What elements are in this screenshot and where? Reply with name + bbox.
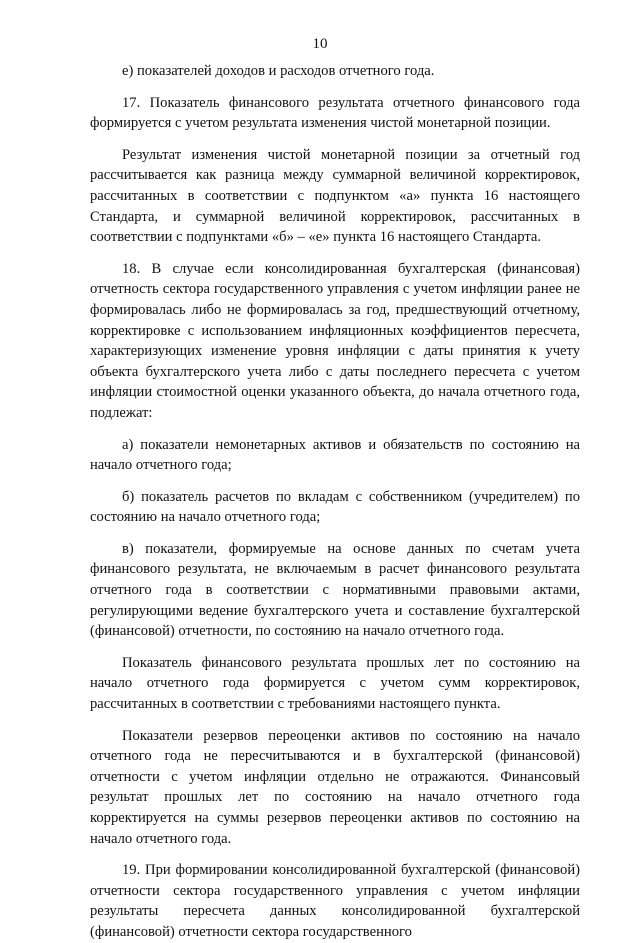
paragraph-net-monetary-position: Результат изменения чистой монетарной позиции за отчетный год рассчитывается как разница между суммарной величиной корректировок, рассчитанных в соответствии с подпунктом «а» пункта 16 настоящего Стандарта, и суммарной величиной корректировок, рассчитанных в соответствии с подпунктами «б» – «е» пункта 16 настоящего Стандарта. xyxy=(90,146,580,246)
paragraph-revaluation-reserves: Показатели резервов переоценки активов по состоянию на начало отчетного года не пересчитываются и в бухгалтерской (финансовой) отчетности с учетом инфляции отдельно не отражаются. Финансовый результат прошлых лет по состоянию на начало отчетного года корректируется на суммы резервов переоценки активов по состоянию на начало отчетного года. xyxy=(90,727,580,847)
paragraph-18: 18. В случае если консолидированная бухгалтерская (финансовая) отчетность сектора государственного управления с учетом инфляции ранее не формировалась либо не формировалась за год, предшествующий отчетному, корректировке с использованием инфляционных коэффициентов пересчета, характеризующих изменение уровня инфляции с даты принятия к учету объекта бухгалтерского учета либо с даты последнего пересчета с учетом инфляции стоимостной оценки указанного объекта, до начала отчетного года, подлежат: xyxy=(90,260,580,421)
paragraph-item-a: а) показатели немонетарных активов и обязательств по состоянию на начало отчетного года; xyxy=(90,436,580,474)
paragraph-item-b: б) показатель расчетов по вкладам с собственником (учредителем) по состоянию на начало отчетного года; xyxy=(90,488,580,526)
paragraph-17: 17. Показатель финансового результата отчетного финансового года формируется с учетом результата изменения чистой монетарной позиции. xyxy=(90,94,580,132)
paragraph-item-v: в) показатели, формируемые на основе данных по счетам учета финансового результата, не включаемым в расчет финансового результата отчетного года в соответствии с нормативными правовыми актами, регулирующими ведение бухгалтерского учета и составление бухгалтерской (финансовой) отчетности, по состоянию на начало отчетного года. xyxy=(90,540,580,640)
paragraph-prior-years-result: Показатель финансового результата прошлых лет по состоянию на начало отчетного года формируется с учетом сумм корректировок, рассчитанных в соответствии с требованиями настоящего пункта. xyxy=(90,654,580,713)
page-number: 10 xyxy=(312,36,328,52)
paragraph-19: 19. При формировании консолидированной бухгалтерской (финансовой) отчетности сектора государственного управления с учетом инфляции результаты пересчета данных консолидированной бухгалтерской (финансовой) отчетности сектора государственного xyxy=(90,862,580,940)
paragraph-item-e: е) показателей доходов и расходов отчетного года. xyxy=(122,63,435,79)
document-body xyxy=(90,61,580,943)
